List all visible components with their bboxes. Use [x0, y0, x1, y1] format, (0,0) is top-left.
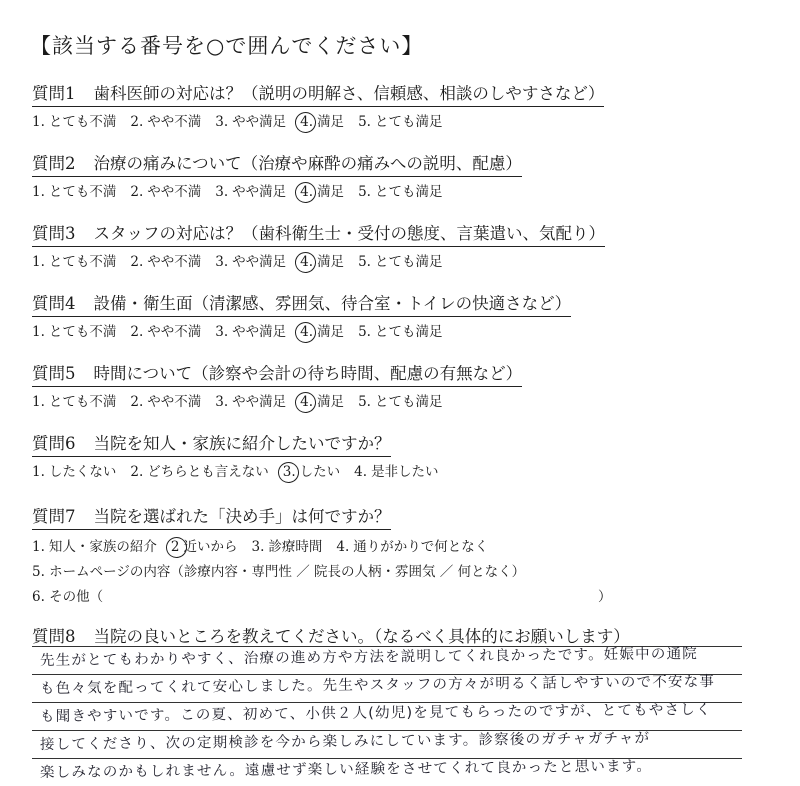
handwritten-text: 先生がとてもわかりやすく、治療の進め方や方法を説明してくれ良かったです。妊娠中の通院	[39, 646, 699, 669]
answer-option[interactable]: 1. とても不満	[32, 254, 117, 270]
answer-line	[32, 758, 742, 786]
answer-option[interactable]: 3. やや満足	[215, 114, 287, 130]
question-title: 質問1 歯科医師の対応は？（説明の明解さ、信頼感、相談のしやすさなど）	[32, 80, 604, 107]
answer-option[interactable]: 1. とても不満	[32, 394, 117, 410]
option-row	[32, 390, 522, 410]
selected-option[interactable]: 4. 満足	[300, 114, 345, 130]
answer-option[interactable]: 3. やや満足	[215, 394, 287, 410]
selected-option[interactable]: 4. 満足	[300, 324, 345, 340]
handwritten-text: も聞きやすいです。この夏、初めて、小供２人(幼児)を見てもらったのですが、とてもやさしく	[39, 701, 712, 725]
answer-option[interactable]: 5. とても満足	[358, 254, 443, 270]
answer-option[interactable]: 2. やや不満	[130, 324, 202, 340]
question-8-title: 質問8 当院の良いところを教えてください。（なるべく具体的にお願いします）	[32, 627, 630, 646]
answer-option[interactable]: 4. 是非したい	[354, 464, 439, 480]
option-row	[32, 110, 604, 130]
question-4	[32, 290, 571, 340]
answer-option[interactable]: 2. やや不満	[130, 394, 202, 410]
option-row	[32, 535, 525, 555]
selected-option[interactable]: 4. 満足	[300, 254, 345, 270]
answer-option[interactable]: 5. とても満足	[358, 114, 443, 130]
question-7	[32, 503, 612, 605]
free-text-answer-area	[32, 646, 742, 786]
option-row	[32, 460, 453, 480]
question-title: 質問7 当院を選ばれた「決め手」は何ですか？	[32, 503, 391, 530]
page-title: 【該当する番号を○で囲んでください】	[30, 34, 424, 58]
option-row	[32, 250, 605, 270]
answer-option[interactable]: 4. 通りがかりで何となく	[336, 539, 489, 555]
answer-option[interactable]: 1. とても不満	[32, 324, 117, 340]
answer-option[interactable]: 3. 診療時間	[251, 539, 323, 555]
selected-option[interactable]: 2 近いから	[170, 539, 238, 555]
question-title: 質問4 設備・衛生面（清潔感、雰囲気、待合室・トイレの快適さなど）	[32, 290, 571, 317]
handwritten-text: 接してくださり、次の定期検診を今から楽しみにしています。診察後のガチャガチャが	[39, 730, 651, 753]
answer-option[interactable]: 3. やや満足	[215, 254, 287, 270]
question-6	[32, 430, 453, 480]
question-2	[32, 150, 522, 200]
question-5	[32, 360, 522, 410]
handwritten-text: も色々気を配ってくれて安心しました。先生やスタッフの方々が明るく話しやすいので不安な事	[39, 673, 716, 697]
question-1	[32, 80, 604, 130]
question-title: 質問2 治療の痛みについて（治療や麻酔の痛みへの説明、配慮）	[32, 150, 522, 177]
answer-option[interactable]: 1. とても不満	[32, 184, 117, 200]
question-title: 質問6 当院を知人・家族に紹介したいですか？	[32, 430, 391, 457]
answer-option[interactable]: 2. やや不満	[130, 254, 202, 270]
question-title: 質問3 スタッフの対応は？（歯科衛生士・受付の態度、言葉遣い、気配り）	[32, 220, 605, 247]
answer-option[interactable]: 2. どちらとも言えない	[130, 464, 269, 480]
option-row	[32, 320, 571, 340]
answer-option[interactable]: 5. とても満足	[358, 324, 443, 340]
selected-option[interactable]: 3. したい	[282, 464, 341, 480]
answer-option[interactable]: 1. 知人・家族の紹介	[32, 539, 157, 555]
answer-option[interactable]: 5. とても満足	[358, 184, 443, 200]
answer-option[interactable]: 5. とても満足	[358, 394, 443, 410]
selected-option[interactable]: 4. 満足	[300, 394, 345, 410]
answer-option[interactable]: 3. やや満足	[215, 324, 287, 340]
question-title: 質問5 時間について（診察や会計の待ち時間、配慮の有無など）	[32, 360, 522, 387]
answer-option[interactable]: 1. とても不満	[32, 114, 117, 130]
question-3	[32, 220, 605, 270]
option-row: 5. ホームページの内容（診療内容・専門性 ／ 院長の人柄・雰囲気 ／ 何となく）	[32, 564, 526, 580]
handwritten-text: 楽しみなのかもしれません。遠慮せず楽しい経験をさせてくれて良かったと思います。	[39, 758, 653, 781]
answer-option[interactable]: 2. やや不満	[130, 114, 202, 130]
answer-option[interactable]: 2. やや不満	[130, 184, 202, 200]
option-row	[32, 180, 522, 200]
answer-option[interactable]: 3. やや満足	[215, 184, 287, 200]
answer-option[interactable]: 1. したくない	[32, 464, 117, 480]
selected-option[interactable]: 4. 満足	[300, 184, 345, 200]
option-row: 6. その他（ ）	[32, 589, 612, 605]
